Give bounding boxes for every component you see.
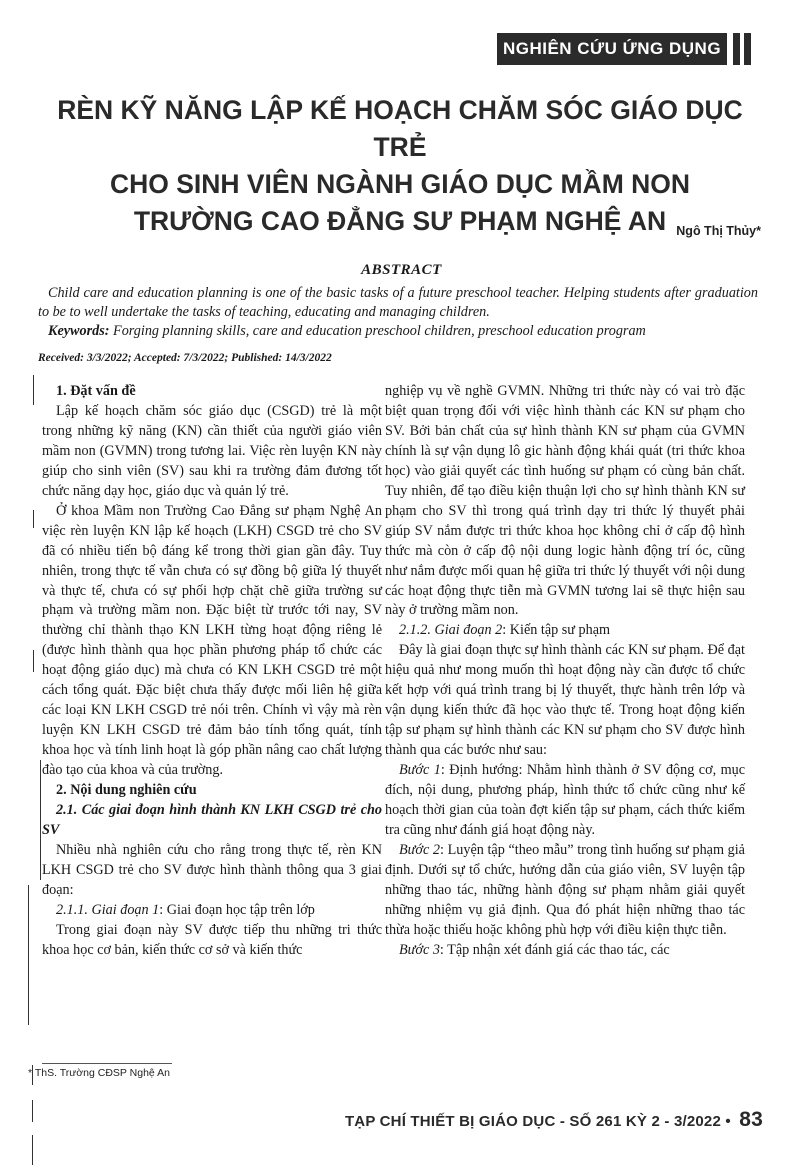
margin-mark (33, 510, 34, 528)
subsection-label: 2.1.2. Giai đoạn 2 (399, 622, 503, 639)
subsection-heading-2-1: 2.1. Các giai đoạn hình thành KN LKH CSGD trẻ cho SV (42, 802, 382, 838)
step-1 (385, 761, 745, 841)
section-heading-2: 2. Nội dung nghiên cứu (56, 782, 197, 799)
keywords-text: Forging planning skills, care and education preschool children, preschool education program (109, 323, 646, 339)
step-label: Bước 2 (399, 841, 441, 858)
paragraph: Ở khoa Mầm non Trường Cao Đẳng sư phạm Nghệ An việc rèn luyện KN lập kế hoạch (LKH) CSGD trẻ cho SV đã có nhiều tiến bộ đáng kể trong thời gian gần đây. Tuy nhiên, trong thực tế vẫn chưa có sự đồng bộ giữa lý thuyết và thực tế, chưa có sự phối hợp chặt chẽ giữa trường sư phạm và trường mầm non. Đặc biệt từ trước tới nay, SV thường chỉ thành thạo KN LKH từng hoạt động riêng lẻ (được hình thành qua học phần phương pháp tổ chức các hoạt động giáo dục) mà chưa có KN LKH CSGD trẻ một cách tổng quát. Đặc biệt chưa thấy được mối liên hệ giữa các loại KN LKH CSGD trẻ nói trên. Chính vì vậy mà rèn luyện KN LKH CSGD trẻ đảm bảo tính tổng quát, tính khoa học và tính linh hoạt là góp phần nâng cao chất lượng đào tạo của khoa và của trường. (42, 502, 382, 779)
footnote-rule (42, 1063, 172, 1064)
page-footer (345, 1108, 763, 1132)
page-number: 83 (739, 1108, 763, 1131)
step-2 (385, 841, 745, 941)
banner-bar-decor-2 (744, 33, 751, 65)
margin-mark (33, 650, 34, 672)
abstract-text: Child care and education planning is one of the basic tasks of a future preschool teacher. Helping students after graduation to be to well undertake the tasks of teaching, educating and managing children. (38, 285, 758, 320)
keywords (38, 322, 758, 341)
margin-mark (40, 760, 41, 880)
publication-dates: Received: 3/3/2022; Accepted: 7/3/2022; Published: 14/3/2022 (38, 352, 332, 364)
section-banner (497, 33, 727, 65)
left-column (42, 382, 382, 961)
keywords-label: Keywords: (48, 323, 110, 339)
subsection-heading-2-1-1 (42, 901, 382, 921)
step-text: : Định hướng: Nhằm hình thành ở SV động cơ, mục đích, nội dung, phương pháp, hình thức tổ chức cũng như kế hoạch thời gian của toàn đợt kiến tập sư phạm, cách thức kiểm tra cũng như đánh giá hoạt động này. (385, 762, 745, 838)
banner-bar-decor-1 (733, 33, 740, 65)
footer-separator: • (725, 1113, 731, 1130)
paragraph: Trong giai đoạn này SV được tiếp thu những tri thức khoa học cơ bản, kiến thức cơ sở và kiến thức (42, 921, 382, 958)
author-name: Ngô Thị Thủy* (676, 224, 761, 238)
abstract-heading: ABSTRACT (361, 262, 442, 278)
journal-name: TẠP CHÍ THIẾT BỊ GIÁO DỤC - SỐ 261 KỲ 2 - 3/2022 (344, 1113, 722, 1130)
step-label: Bước 1 (399, 762, 441, 779)
margin-mark (33, 375, 34, 405)
paragraph: nghiệp vụ về nghề GVMN. Những tri thức này có vai trò đặc biệt quan trọng đối với việc hình thành các KN sư phạm cho SV. Bởi bản chất của sự hình thành KN sư phạm của GVMN chính là sự vận dụng lô gic hành động khái quát (tri thức khoa học) vào giải quyết các tình huống sư phạm có cùng bản chất. Tuy nhiên, để tạo điều kiện thuận lợi cho sự hình thành KN sư phạm cho SV thì trong quá trình dạy tri thức lý thuyết phải giúp SV nắm được tri thức khoa học không chỉ ở cấp độ hình thức mà còn ở cấp độ nội dung logic hành động trí óc, cũng như nắm được mối quan hệ giữa tri thức lý thuyết với nội dung các hoạt động thực tiễn mà GVMN tương lai sẽ thực hiện sau này ở trường mầm non. (385, 383, 745, 619)
step-text: : Luyện tập “theo mẫu” trong tình huống sư phạm giả định. Dưới sự tổ chức, hướng dẫn của giáo viên, SV luyện tập những thao tác, những hành động sư phạm nhằm giải quyết những nhiệm vụ giả định. Qua đó phát hiện những thao tác thừa hoặc thiếu hoặc không phù hợp với điều kiện thực tiễn. (385, 841, 745, 938)
title-line-1: RÈN KỸ NĂNG LẬP KẾ HOẠCH CHĂM SÓC GIÁO DỤC TRẺ (57, 95, 743, 162)
section-heading-1: 1. Đặt vấn đề (56, 383, 136, 399)
step-3 (385, 941, 745, 961)
subsection-text: : Giai đoạn học tập trên lớp (159, 901, 315, 918)
paragraph: Lập kế hoạch chăm sóc giáo dục (CSGD) trẻ là một trong những kỹ năng (KN) cần thiết của người giáo viên mầm non (GVMN) trong tương lai. Việc rèn luyện KN này giúp cho sinh viên (SV) sau khi ra trường đảm đương tốt chức năng dạy học, giáo dục và quản lý trẻ. (42, 402, 382, 499)
footnote: * ThS. Trường CĐSP Nghệ An (28, 1067, 170, 1079)
subsection-heading-2-1-2 (385, 621, 745, 641)
right-column (385, 382, 745, 961)
abstract-body (38, 284, 758, 341)
title-line-2: CHO SINH VIÊN NGÀNH GIÁO DỤC MẦM NON (109, 169, 691, 199)
margin-mark (28, 885, 29, 1025)
article-title (30, 92, 770, 240)
subsection-label: 2.1.1. Giai đoạn 1 (56, 901, 160, 918)
margin-mark (32, 1135, 33, 1165)
paragraph: Đây là giai đoạn thực sự hình thành các KN sư phạm. Để đạt hiệu quả như mong muốn thì hoạt động này cần được tổ chức kết hợp với quá trình trang bị lý thuyết, thực hành trên lớp và vận dụng kiến thức đã học vào thực tế. Trong hoạt động kiến tập sư phạm sự hình thành các KN sư phạm cho SV được hình thành qua các bước như sau: (385, 642, 745, 759)
paragraph: Nhiều nhà nghiên cứu cho rằng trong thực tế, rèn KN LKH CSGD trẻ cho SV được hình thành thông qua 3 giai đoạn: (42, 841, 382, 898)
section-banner-label: NGHIÊN CỨU ỨNG DỤNG (502, 39, 722, 58)
title-line-3: TRƯỜNG CAO ĐẲNG SƯ PHẠM NGHỆ AN (133, 206, 667, 236)
margin-mark (32, 1100, 33, 1122)
step-label: Bước 3 (399, 941, 440, 958)
subsection-text: : Kiến tập sư phạm (502, 622, 611, 639)
step-text: : Tập nhận xét đánh giá các thao tác, các (439, 941, 670, 958)
